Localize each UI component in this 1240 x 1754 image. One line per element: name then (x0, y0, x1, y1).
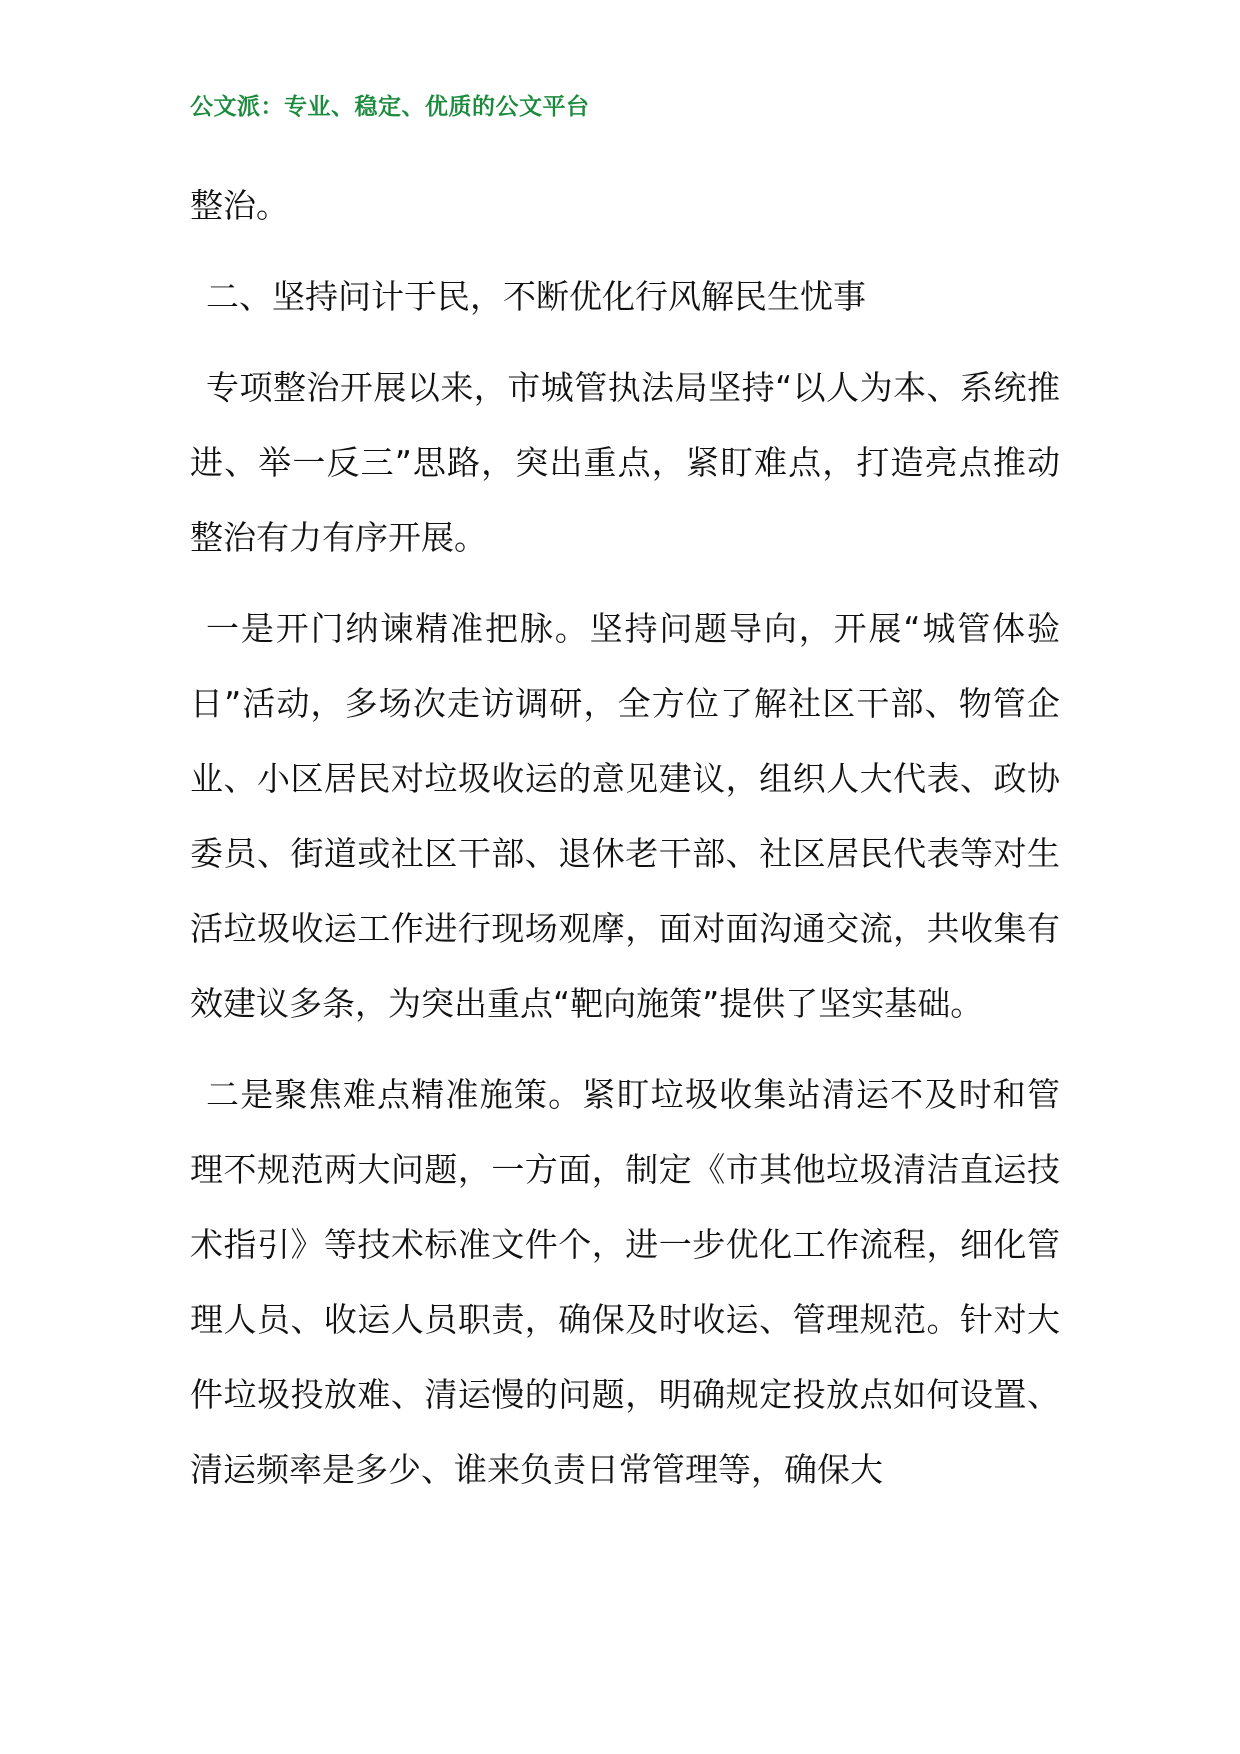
paragraph-point-two: 二是聚焦难点精准施策。紧盯垃圾收集站清运不及时和管理不规范两大问题，一方面，制定《市其他垃圾清洁直运技术指引》等技术标准文件个，进一步优化工作流程，细化管理人员、收运人员职责，确保及时收运、管理规范。针对大件垃圾投放难、清运慢的问题，明确规定投放点如何设置、清运频率是多少、谁来负责日常管理等，确保大 (190, 1075, 1060, 1489)
document-body (190, 168, 1060, 1507)
platform-header: 公文派：专业、稳定、优质的公文平台 (190, 94, 590, 120)
section-heading: 二、坚持问计于民，不断优化行风解民生忧事 (206, 277, 866, 316)
paragraph-point-one: 一是开门纳谏精准把脉。坚持问题导向，开展“城管体验日”活动，多场次走访调研，全方位了解社区干部、物管企业、小区居民对垃圾收运的意见建议，组织人大代表、政协委员、街道或社区干部、退休老干部、社区居民代表等对生活垃圾收运工作进行现场观摩，面对面沟通交流，共收集有效建议多条，为突出重点“靶向施策”提供了坚实基础。 (190, 609, 1060, 1023)
paragraph-continuation: 整治。 (190, 186, 289, 225)
paragraph-intro: 专项整治开展以来，市城管执法局坚持“以人为本、系统推进、举一反三”思路，突出重点，紧盯难点，打造亮点推动整治有力有序开展。 (190, 368, 1060, 557)
